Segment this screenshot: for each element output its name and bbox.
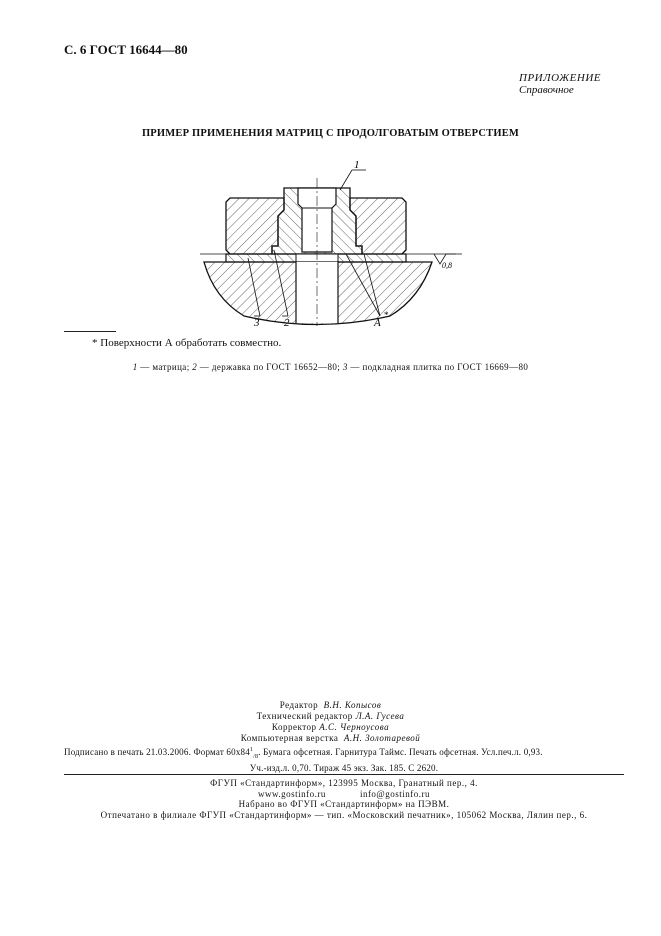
legend-num-2: 2 [192, 362, 198, 372]
credit-name: В.Н. Копысов [323, 700, 382, 710]
publisher-website[interactable]: www.gostinfo.ru [258, 788, 326, 799]
figure-legend [0, 362, 661, 372]
page-header: С. 6 ГОСТ 16644—80 [64, 42, 188, 57]
footnote-rule [64, 331, 116, 332]
callout-2: 2 [284, 317, 290, 328]
printed-note: Отпечатано в филиале ФГУП «Стандартинформ» — тип. «Московский печатник», 105062 Москва, Лялин пер., 6. [100, 809, 588, 820]
typeset-note: Набрано во ФГУП «Стандартинформ» на ПЭВМ. [238, 799, 450, 809]
section-title: ПРИМЕР ПРИМЕНЕНИЯ МАТРИЦ С ПРОДОЛГОВАТЫМ ОТВЕРСТИЕМ [141, 128, 520, 139]
print-details [64, 745, 624, 774]
roughness-value: 0,8 [442, 261, 452, 270]
technical-drawing [200, 158, 470, 328]
legend-text-1: — матрица; [137, 362, 193, 372]
legend-num-3: 3 [342, 362, 348, 372]
separator-line [64, 774, 624, 775]
publisher-address: ФГУП «Стандартинформ», 123995 Москва, Гранатный пер., 4. [210, 778, 478, 788]
callout-star: * [384, 310, 389, 320]
publisher-email[interactable]: info@gostinfo.ru [359, 788, 430, 799]
callout-a: А [374, 317, 381, 328]
credit-role: Технический редактор [256, 711, 353, 721]
appendix-label [519, 72, 601, 96]
credit-tech-editor [0, 711, 661, 722]
credit-role: Корректор [271, 722, 317, 732]
credit-role: Компьютерная верстка [240, 733, 339, 743]
print-details-line2: Уч.-изд.л. 0,70. Тираж 45 экз. Зак. 185. С 2620. [249, 762, 439, 773]
appendix-title: ПРИЛОЖЕНИЕ [519, 72, 601, 84]
credit-editor [0, 700, 661, 711]
credits-block [0, 700, 661, 744]
callout-3: 3 [254, 317, 260, 328]
appendix-type: Справочное [519, 84, 574, 96]
print-details-line1 [64, 745, 624, 763]
print-text: Подписано в печать 21.03.2006. Формат 60х84 [64, 747, 250, 757]
format-sub: /8 [253, 753, 259, 760]
legend-text-3: — подкладная плитка по ГОСТ 16669—80 [347, 362, 529, 372]
callout-1: 1 [354, 159, 360, 171]
credit-name: А.Н. Золотаревой [343, 733, 421, 743]
publisher-contacts [64, 789, 624, 800]
credit-name: Л.А. Гусева [355, 711, 405, 721]
publisher-block [64, 778, 624, 820]
credit-layout [0, 733, 661, 744]
footnote-text: * Поверхности А обработать совместно. [92, 337, 282, 349]
print-text: . Бумага офсетная. Гарнитура Таймс. Печать офсетная. Усл.печ.л. 0,93. [258, 747, 543, 757]
legend-num-1: 1 [132, 362, 138, 372]
format-sup: 1 [249, 747, 254, 753]
legend-text-2: — державка по ГОСТ 16652—80; [197, 362, 343, 372]
credit-role: Редактор [279, 700, 319, 710]
credit-proofreader [0, 722, 661, 733]
credit-name: А.С. Черноусова [319, 722, 390, 732]
